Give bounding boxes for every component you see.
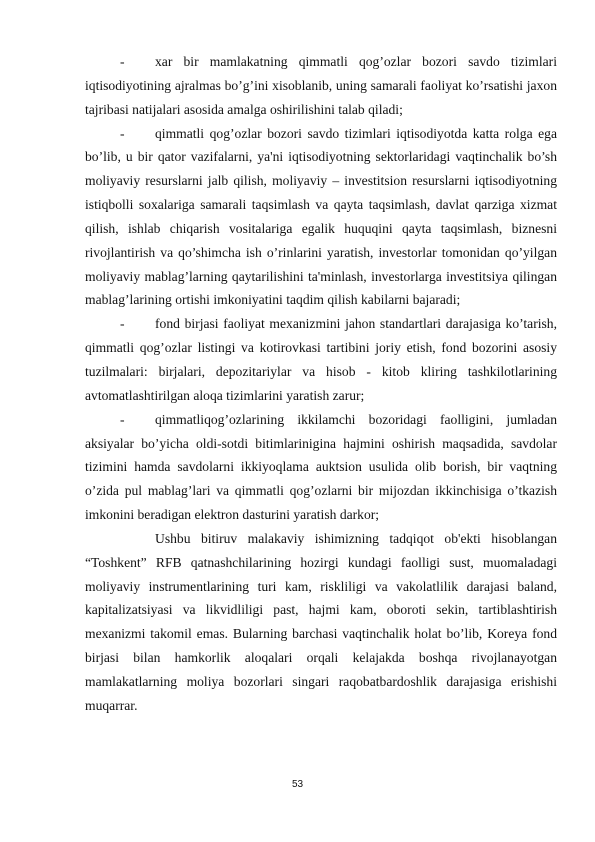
page-number: 53 <box>291 779 304 790</box>
list-bullet: - <box>120 316 125 332</box>
list-item <box>85 408 557 527</box>
list-bullet: - <box>120 125 125 141</box>
list-item <box>85 312 557 407</box>
list-bullet: - <box>120 411 125 427</box>
list-item-text: qimmatliqog’ozlarining ikkilamchi bozoridagi faolligini, jumladan aksiyalar bo’yicha oldi-sotdi bitimlarinigina hajmini oshirish maqsadida, savdolar tizimini hamda savdolarni ikkiyoqlama auktsion usulida olib borish, bir vaqtning o’zida pul mablag’lari va qimmatli qog’ozlarni bir mijozdan ikkinchisiga o’tkazish imkonini beradigan elektron dasturini yaratish darkor; <box>85 411 557 523</box>
list-item-text: fond birjasi faoliyat mexanizmini jahon standartlari darajasiga ko’tarish, qimmatli qog’ozlar listingi va kotirovkasi tartibini joriy etish, fond bozorini asosiy tuzilmalari: birjalari, depozitariylar va hisob - kitob kliring tashkilotlarining avtomatlashtirilgan aloqa tizimlarini yaratish zarur; <box>85 316 557 403</box>
list-bullet: - <box>120 54 125 69</box>
list-item <box>85 122 557 313</box>
list-item-text: xar bir mamlakatning qimmatli qog’ozlar bozori savdo tizimlari iqtisodiyotining ajralmas bo’g’ini xisoblanib, uning samarali faoliyat ko’rsatishi jaxon tajribasi natijalari asosida amalga oshirilishini talab qiladi; <box>85 54 557 117</box>
list-item <box>85 50 557 122</box>
conclusion-paragraph: Ushbu bitiruv malakaviy ishimizning tadqiqot ob'ekti hisoblangan “Toshkent” RFB qatnashchilarining hozirgi kundagi faolligi sust, muomaladagi moliyaviy instrumentlarining turi kam, riskliligi va vakolatlilik darajasi baland, kapitalizatsiyasi va likvidliligi past, hajmi kam, oboroti sekin, tartiblashtirish mexanizmi takomil emas. Bularning barchasi vaqtinchalik holat bo’lib, Koreya fond birjasi bilan hamkorlik aloqalari orqali kelajakda boshqa rivojlanayotgan mamlakatlarning moliya bozorlari singari raqobatbardoshlik darajasiga erishishi muqarrar. <box>85 530 557 713</box>
page-content <box>85 50 557 718</box>
list-item-text: qimmatli qog’ozlar bozori savdo tizimlari iqtisodiyotda katta rolga ega bo’lib, u bir qator vazifalarni, ya'ni iqtisodiyotning sektorlaridagi vaqtinchalik bo’sh moliyaviy resurslarni jalb qilish, moliyaviy – investitsion resurslarni iqtisodiyotning istiqbolli soxalariga samarali taqsimlash va qayta taqsimlash, davlat qarziga xizmat qilish, ishlab chiqarish vositalariga egalik huquqini qayta taqsimlash, biznesni rivojlantirish va qo’shimcha ish o’rinlarini yaratish, investorlar tomonidan qo’yilgan moliyaviy mablag’larning qaytarilishini ta'minlash, investorlarga investitsiya qilingan mablag’larining ortishi imkoniyatini taqdim qilish kabilarni bajaradi; <box>85 125 557 308</box>
